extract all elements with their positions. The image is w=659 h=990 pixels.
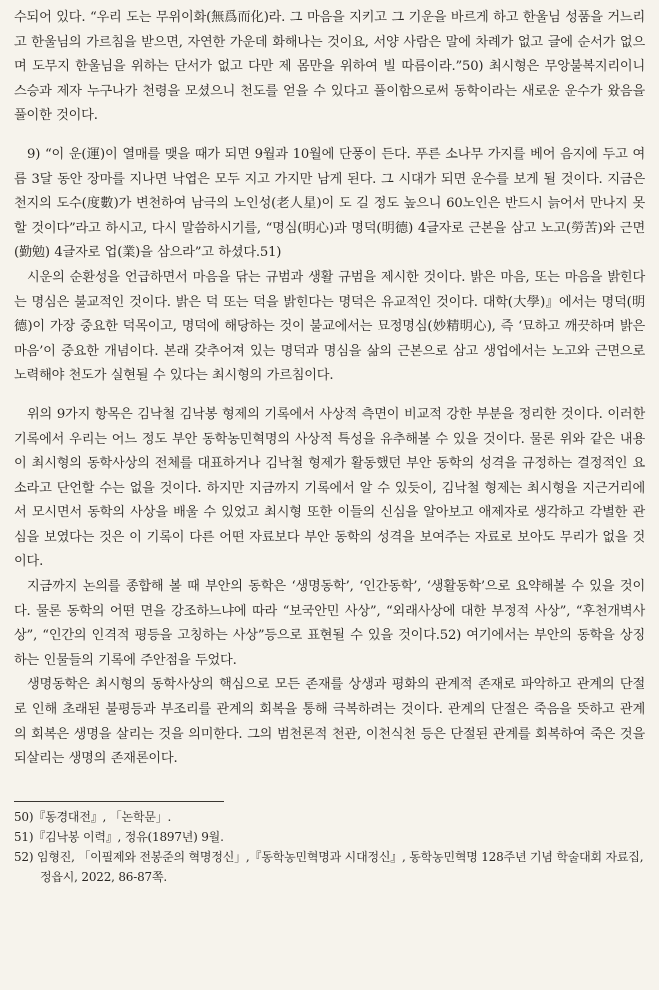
footnote: 50)『동경대전』, 「논학문」. bbox=[14, 809, 172, 824]
footnote: 52) 임형진, 「이필제와 전봉준의 혁명정신」,『동학농민혁명과 시대정신』, 동학농민혁명 128주년 기념 학술대회 자료집, 정읍시, 2022, 86-87쪽. bbox=[14, 849, 644, 884]
body-paragraph: 지금까지 논의를 종합해 볼 때 부안의 동학은 ‘생명동학’, ‘인간동학’, ‘생활동학’으로 요약해볼 수 있을 것이다. 물론 동학의 어떤 면을 강조하느냐에 따라 “보국안민 사상”, “외래사상에 대한 부정적 사상”, “후천개벽사상”, “인간의 인격적 평등을 고칭하는 사상”등으로 표현될 수 있을 것이다.52) 여기에서는 부안의 동학을 상징하는 인물들의 기록에 주안점을 두었다. bbox=[14, 579, 645, 668]
body-paragraph: 생명동학은 최시형의 동학사상의 핵심으로 모든 존재를 상생과 평화의 관계적 존재로 파악하고 관계의 단절로 인해 초래된 불평등과 부조리를 관계의 회복을 통해 극복하려는 것이다. 관계의 단절은 죽음을 뜻하고 관계의 회복은 생명을 살리는 것을 의미한다. 그의 범천론적 천관, 이천식천 등은 단절된 관계를 회복하여 죽은 것을 되살리는 생명의 존재론이다. bbox=[14, 677, 645, 767]
body-paragraph: 수되어 있다. “우리 도는 무위이화(無爲而化)라. 그 마음을 지키고 그 기운을 바르게 하고 한울님 성품을 거느리고 한울님의 가르침을 받으면, 자연한 가운데 화해나는 것이요, 서양 사람은 말에 차례가 없고 글에 순서가 없으며 도무지 한울님을 위하는 단서가 없고 다만 제 몸만을 위하여 빌 따름이라.”50) 최시형은 무앙불복지리이니 스승과 제자 누구나가 천령을 모셨으니 천도를 얻을 수 있다고 풀이함으로써 동학이라는 새로운 운수가 왔음을 풀이한 것이다. bbox=[14, 10, 645, 124]
body-paragraph: 위의 9가지 항목은 김낙철 김낙봉 형제의 기록에서 사상적 측면이 비교적 강한 부분을 정리한 것이다. 이러한 기록에서 우리는 어느 정도 부안 동학농민혁명의 사상적 특성을 유추해볼 수 있을 것이다. 물론 위와 같은 내용이 최시형의 동학사상의 전체를 대표하거나 김낙철 형제가 활동했던 부안 동학의 성격을 규정하는 결정적인 요소라고 단언할 수는 없을 것이다. 하지만 지금까지 기록에서 알 수 있듯이, 김낙철 형제는 최시형을 지근거리에서 모시면서 동학의 사상을 배울 수 있었고 최시형 또한 이들의 신심을 알아보고 애제자로 생각하고 각별한 관심을 보였다는 것은 이 기록이 다른 어떤 자료보다 부안 동학의 성격을 보여주는 자료로 보아도 무리가 없을 것이다. bbox=[14, 406, 645, 570]
body-paragraph: 시운의 순환성을 언급하면서 마음을 닦는 규범과 생활 규범을 제시한 것이다. 밝은 마음, 또는 마음을 밝힌다는 명심은 불교적인 것이다. 밝은 덕 또는 덕을 밝힌다는 명덕은 유교적인 것이다. 대학(大學)』에서는 명덕(明德)이 가장 중요한 덕목이고, 명덕에 해당하는 것이 불교에서는 묘정명심(妙精明心), 즉 ‘묘하고 깨끗하며 밝은 마음’이 중요한 개념이다. 본래 갖추어져 있는 명덕과 명심을 삶의 근본으로 삼고 생업에서는 노고와 근면으로 노력해야 천도가 실현될 수 있다는 최시형의 가르침이다. bbox=[14, 269, 645, 384]
footnote-divider bbox=[14, 801, 224, 802]
footnote: 51)『김낙봉 이력』, 정유(1897년) 9월. bbox=[14, 829, 224, 844]
body-paragraph: 9) “이 운(運)이 열매를 맺을 때가 되면 9월과 10월에 단풍이 든다. 푸른 소나무 가지를 베어 음지에 두고 여름 3달 동안 장마를 지나면 낙엽은 모두 지고 가지만 남게 된다. 그 시대가 되면 운수를 보게 될 것이다. 지금은 천지의 도수(度數)가 변천하여 남극의 노인성(老人星)이 도 길 정도 높으니 60노인은 반드시 늙어서 만나지 못할 것이다”라고 하시고, 다시 말씀하시기를, “명심(明心)과 명덕(明德) 4글자로 근본을 삼고 노고(勞苦)와 근면(勤勉) 4글자로 업(業)을 삼으라”고 하셨다.51) bbox=[14, 146, 645, 261]
